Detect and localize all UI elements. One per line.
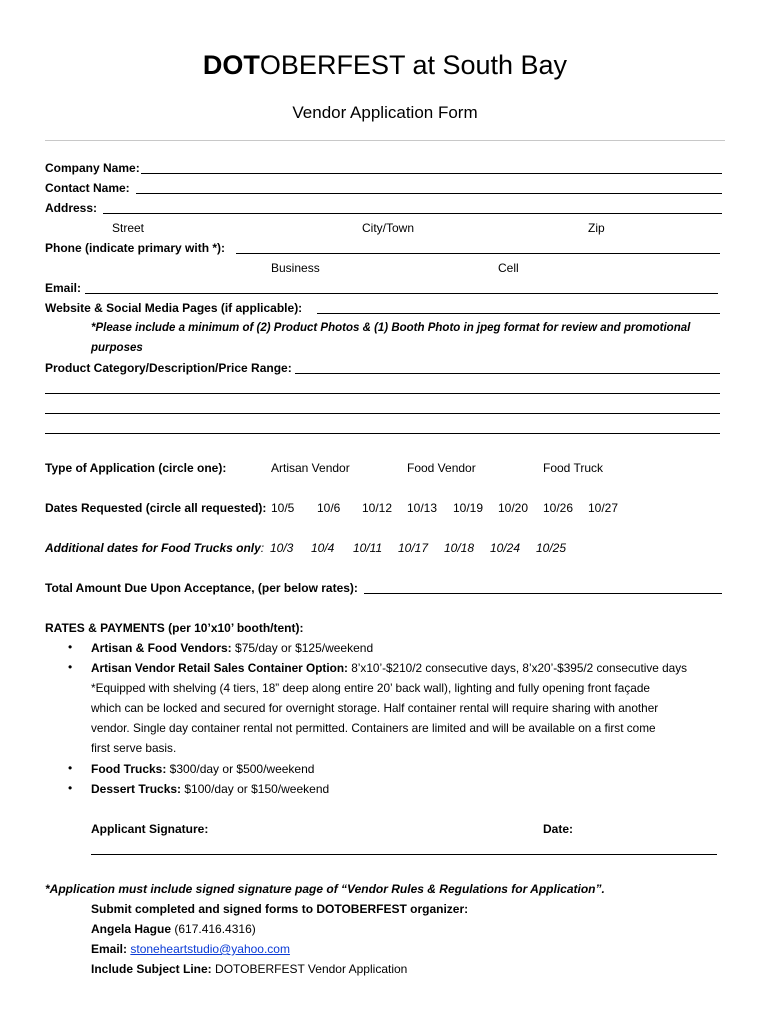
phone-label: Phone (indicate primary with *): bbox=[45, 241, 226, 255]
food-truck-date-option[interactable]: 10/4 bbox=[311, 541, 335, 555]
organizer-contact bbox=[91, 921, 256, 937]
photo-note: *Please include a minimum of (2) Product Photos & (1) Booth Photo in jpeg format for review and promotional bbox=[91, 322, 691, 334]
food-truck-date-option[interactable]: 10/18 bbox=[444, 541, 475, 555]
bullet-icon: • bbox=[68, 640, 73, 654]
food-truck-date-option[interactable]: 10/24 bbox=[490, 541, 521, 555]
rate-artisan-food-value: $75/day or $125/weekend bbox=[231, 641, 374, 655]
organizer-email-link[interactable]: stoneheartstudio@yahoo.com bbox=[130, 942, 290, 956]
organizer-email-label: Email: bbox=[91, 942, 128, 956]
rate-food-trucks-label: Food Trucks: bbox=[91, 762, 167, 776]
total-due-label: Total Amount Due Upon Acceptance, (per below rates): bbox=[45, 581, 358, 595]
container-note-line: which can be locked and secured for overnight storage. Half container rental will require sharing with another bbox=[91, 701, 659, 715]
bullet-icon: • bbox=[68, 781, 73, 795]
rate-dessert-trucks-label: Dessert Trucks: bbox=[91, 782, 182, 796]
cell-caption: Cell bbox=[498, 261, 519, 275]
date-option[interactable]: 10/6 bbox=[317, 501, 341, 515]
bullet-icon: • bbox=[68, 660, 73, 674]
contact-name-label: Contact Name: bbox=[45, 181, 130, 195]
dates-requested-label: Dates Requested (circle all requested): bbox=[45, 501, 267, 515]
page-subtitle: Vendor Application Form bbox=[292, 103, 478, 122]
email-field[interactable] bbox=[85, 293, 718, 294]
business-caption: Business bbox=[271, 261, 320, 275]
container-note-line: first serve basis. bbox=[91, 741, 177, 755]
signature-requirement-note: *Application must include signed signature page of “Vendor Rules & Regulations for Application”. bbox=[45, 882, 605, 896]
header-divider bbox=[45, 140, 725, 141]
title-bold: DOT bbox=[202, 50, 260, 80]
title-rest: OBERFEST at South Bay bbox=[259, 50, 568, 80]
date-option[interactable]: 10/20 bbox=[498, 501, 529, 515]
product-field-line-3[interactable] bbox=[45, 413, 720, 414]
city-caption: City/Town bbox=[362, 221, 415, 235]
rate-container bbox=[91, 660, 687, 676]
page-title bbox=[0, 50, 770, 81]
date-option[interactable]: 10/19 bbox=[453, 501, 484, 515]
company-name-field[interactable] bbox=[141, 173, 722, 174]
rate-dessert-trucks bbox=[91, 781, 329, 797]
email-label: Email: bbox=[45, 281, 82, 295]
website-label: Website & Social Media Pages (if applicable): bbox=[45, 301, 303, 315]
applicant-signature-label: Applicant Signature: bbox=[91, 822, 209, 836]
container-note-line: vendor. Single day container rental not permitted. Containers are limited and will be available on a first come bbox=[91, 721, 656, 735]
subject-line-label: Include Subject Line: bbox=[91, 962, 212, 976]
organizer-email bbox=[91, 941, 290, 957]
address-label: Address: bbox=[45, 201, 98, 215]
website-field[interactable] bbox=[317, 313, 720, 314]
signature-field[interactable] bbox=[91, 854, 717, 855]
date-option[interactable]: 10/27 bbox=[588, 501, 619, 515]
rate-container-value: 8’x10’-$210/2 consecutive days, 8’x20’-$395/2 consecutive days bbox=[347, 661, 688, 675]
rate-artisan-food bbox=[91, 640, 373, 656]
total-due-field[interactable] bbox=[364, 593, 722, 594]
date-label: Date: bbox=[543, 822, 574, 836]
rates-heading: RATES & PAYMENTS (per 10’x10’ booth/tent): bbox=[45, 621, 304, 635]
subject-line-value: DOTOBERFEST Vendor Application bbox=[211, 962, 408, 976]
food-truck-date-option[interactable]: 10/25 bbox=[536, 541, 567, 555]
bullet-icon: • bbox=[68, 761, 73, 775]
food-truck-dates-label bbox=[45, 540, 264, 556]
food-truck-date-option[interactable]: 10/11 bbox=[353, 541, 383, 555]
organizer-name: Angela Hague bbox=[91, 922, 172, 936]
rate-artisan-food-label: Artisan & Food Vendors: bbox=[91, 641, 232, 655]
subject-line-instruction bbox=[91, 961, 407, 977]
zip-caption: Zip bbox=[588, 221, 605, 235]
street-caption: Street bbox=[112, 221, 145, 235]
rate-dessert-trucks-value: $100/day or $150/weekend bbox=[181, 782, 330, 796]
food-truck-date-option[interactable]: 10/3 bbox=[270, 541, 294, 555]
product-field-line-2[interactable] bbox=[45, 393, 720, 394]
application-type-label: Type of Application (circle one): bbox=[45, 461, 227, 475]
rate-food-trucks-value: $300/day or $500/weekend bbox=[166, 762, 315, 776]
date-option[interactable]: 10/13 bbox=[407, 501, 438, 515]
phone-field[interactable] bbox=[236, 253, 720, 254]
date-option[interactable]: 10/12 bbox=[362, 501, 393, 515]
date-option[interactable]: 10/26 bbox=[543, 501, 574, 515]
company-name-label: Company Name: bbox=[45, 161, 140, 175]
food-truck-dates-label-text: Additional dates for Food Trucks only bbox=[45, 541, 261, 555]
food-truck-date-option[interactable]: 10/17 bbox=[398, 541, 429, 555]
option-food-truck[interactable]: Food Truck bbox=[543, 461, 604, 475]
product-field[interactable] bbox=[295, 373, 720, 374]
product-field-line-4[interactable] bbox=[45, 433, 720, 434]
date-option[interactable]: 10/5 bbox=[271, 501, 295, 515]
address-field[interactable] bbox=[103, 213, 722, 214]
organizer-phone: (617.416.4316) bbox=[171, 922, 256, 936]
option-artisan-vendor[interactable]: Artisan Vendor bbox=[271, 461, 350, 475]
product-label: Product Category/Description/Price Range: bbox=[45, 361, 292, 375]
photo-note-continued: purposes bbox=[91, 342, 143, 354]
submit-instructions: Submit completed and signed forms to DOTOBERFEST organizer: bbox=[91, 902, 469, 916]
container-note-line: *Equipped with shelving (4 tiers, 18” deep along entire 20’ back wall), lighting and fully opening front façade bbox=[91, 681, 650, 695]
rate-container-label: Artisan Vendor Retail Sales Container Option: bbox=[91, 661, 348, 675]
food-truck-dates-colon: : bbox=[260, 541, 265, 555]
contact-name-field[interactable] bbox=[136, 193, 722, 194]
option-food-vendor[interactable]: Food Vendor bbox=[407, 461, 476, 475]
rate-food-trucks bbox=[91, 761, 314, 777]
